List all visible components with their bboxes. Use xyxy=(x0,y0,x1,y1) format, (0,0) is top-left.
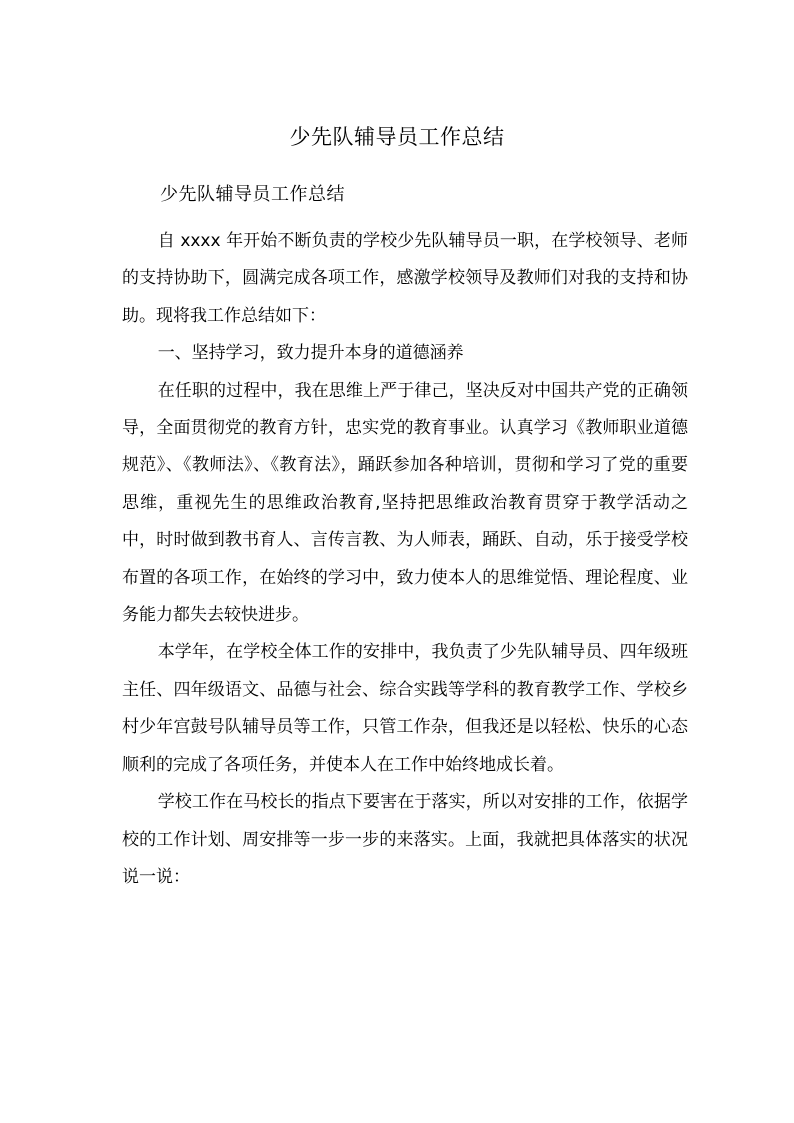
document-title: 少先队辅导员工作总结 xyxy=(289,125,505,149)
section-heading-1: 一、坚持学习，致力提升本身的道德涵养 xyxy=(157,343,464,364)
paragraph-duties: 本学年，在学校全体工作的安排中，我负责了少先队辅导员、四年级班主任、四年级语文、品德与社会、综合实践等学科的教育教学工作、学校乡村少年宫鼓号队辅导员等工作，只管工作杂，但我还是以轻松、快乐的心态顺利的完成了各项任务，并使本人在工作中始终地成长着。 xyxy=(122,642,688,775)
paragraph-intro: 自 xxxx 年开始不断负责的学校少先队辅导员一职，在学校领导、老师的支持协助下，圆满完成各项工作，感激学校领导及教师们对我的支持和协助。现将我工作总结如下： xyxy=(122,231,688,326)
document-subtitle: 少先队辅导员工作总结 xyxy=(160,184,345,205)
paragraph-moral-study: 在任职的过程中，我在思维上严于律己，坚决反对中国共产党的正确领导，全面贯彻党的教育方针，忠实党的教育事业。认真学习《教师职业道德规范》、《教师法》、《教育法》，踊跃参加各种培训，贯彻和学习了党的重要思维，重视先生的思维政治教育,坚持把思维政治教育贯穿于教学活动之中，时时做到教书育人、言传言教、为人师表，踊跃、自动，乐于接受学校布置的各项工作，在始终的学习中，致力使本人的思维觉悟、理论程度、业务能力都失去较快进步。 xyxy=(122,380,688,626)
paragraph-implementation: 学校工作在马校长的指点下要害在于落实，所以对安排的工作，依据学校的工作计划、周安排等一步一步的来落实。上面，我就把具体落实的状况说一说： xyxy=(122,792,688,887)
document-body xyxy=(122,223,688,896)
